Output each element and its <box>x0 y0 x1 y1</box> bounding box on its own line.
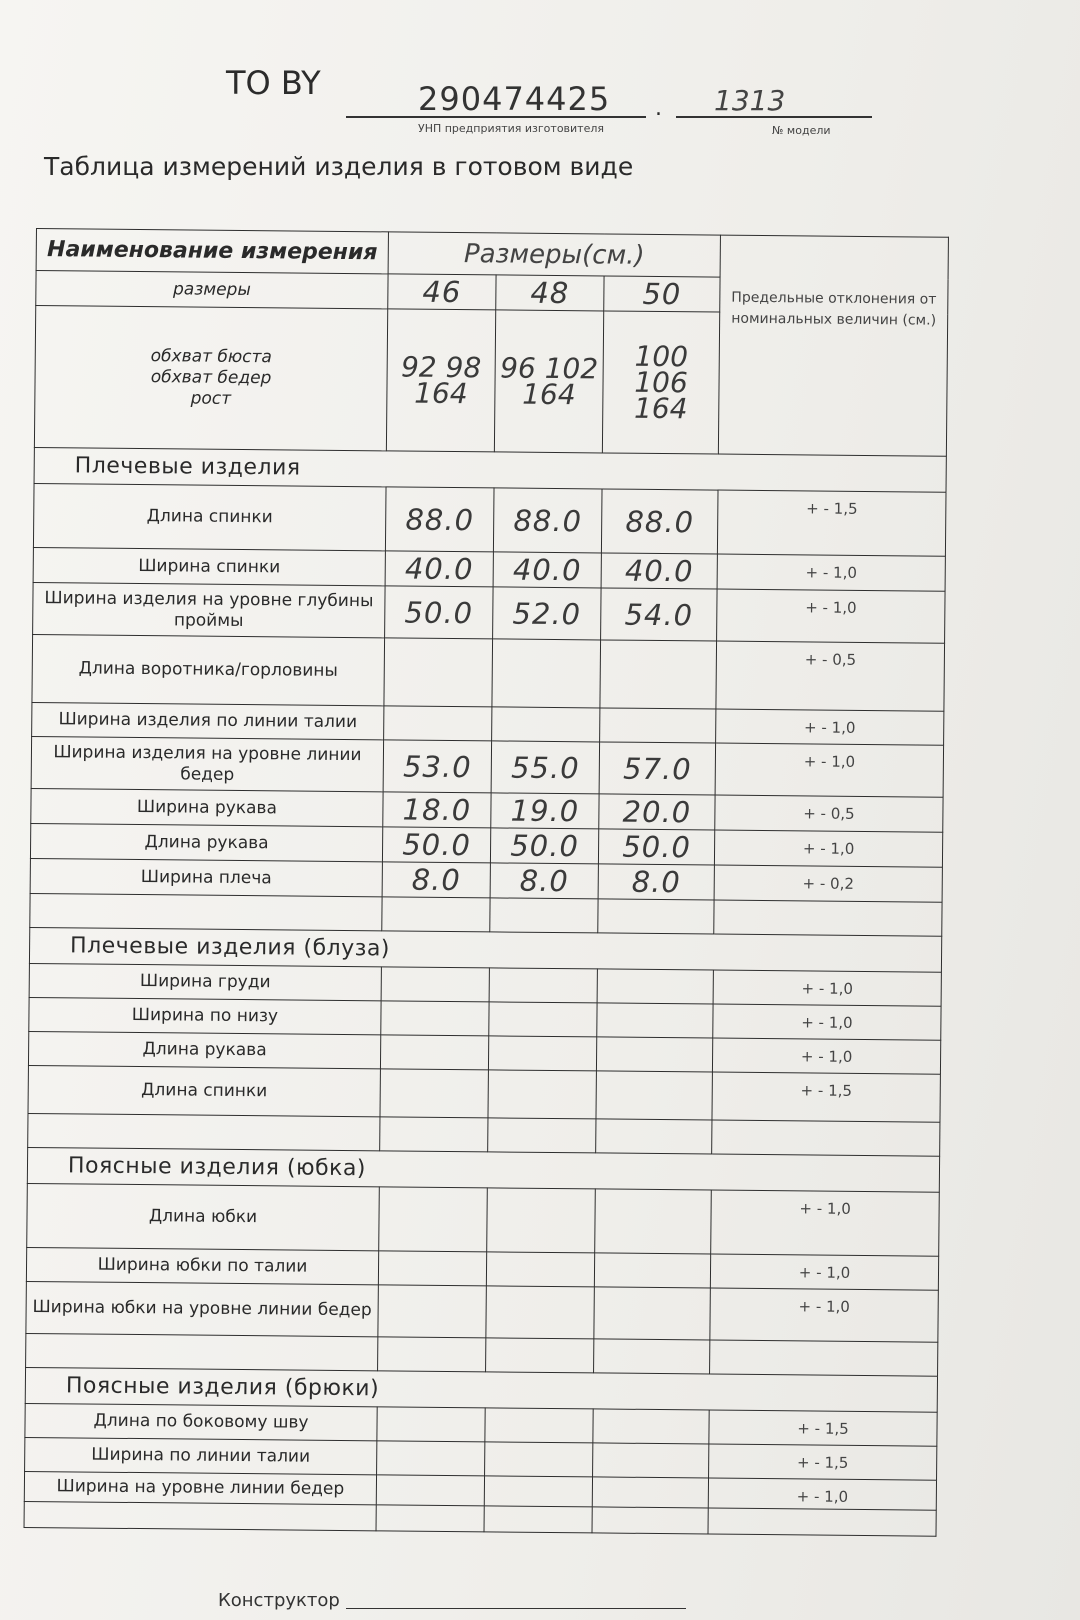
row-label: Ширина юбки на уровне линии бедер <box>26 1281 378 1336</box>
empty-cell <box>24 1501 376 1530</box>
tolerance-cell: + - 1,5 <box>717 490 946 556</box>
value-cell: 40.0 <box>601 553 717 589</box>
empty-cell <box>380 1117 488 1152</box>
row-label: Длина рукава <box>28 1031 380 1068</box>
value-cell <box>381 967 489 1002</box>
value-cell <box>485 1408 593 1443</box>
value-cell: 50.0 <box>382 827 490 863</box>
value-cell <box>488 1070 596 1119</box>
row-label: Ширина изделия на уровне глубины проймы <box>33 582 385 637</box>
row-label: Длина спинки <box>33 483 386 550</box>
tolerance-cell: + - 1,0 <box>713 970 941 1006</box>
value-cell <box>597 969 713 1004</box>
empty-cell <box>376 1505 484 1532</box>
separator-dot: . <box>655 96 662 121</box>
row-label: Ширина по низу <box>29 997 381 1034</box>
value-cell <box>600 708 716 743</box>
value-cell <box>485 1442 593 1477</box>
empty-cell <box>708 1508 936 1536</box>
value-cell <box>600 640 717 709</box>
params-values-48: 96 102 164 <box>494 310 603 453</box>
tolerance-cell: + - 1,5 <box>709 1444 937 1480</box>
size-50: 50 <box>604 276 720 312</box>
row-label: Длина воротника/горловины <box>32 634 385 705</box>
value-cell: 40.0 <box>493 552 601 588</box>
model-underline <box>676 116 872 118</box>
empty-cell <box>592 1507 708 1534</box>
to-by-label: ТО BY <box>226 64 321 102</box>
value-cell <box>384 638 493 707</box>
value-cell: 88.0 <box>385 487 494 552</box>
value-cell: 50.0 <box>385 586 493 639</box>
params-label <box>34 306 387 451</box>
empty-cell <box>28 1113 380 1150</box>
value-cell: 88.0 <box>601 489 718 554</box>
value-cell: 52.0 <box>493 587 601 640</box>
value-cell <box>380 1035 488 1070</box>
tolerance-cell: + - 1,0 <box>710 1288 938 1342</box>
value-cell <box>593 1443 709 1478</box>
document-title: Таблица измерений изделия в готовом виде <box>44 152 634 181</box>
tolerance-cell: + - 1,0 <box>716 709 944 745</box>
value-cell: 55.0 <box>491 741 599 794</box>
value-cell <box>486 1286 594 1339</box>
value-cell: 8.0 <box>490 863 598 899</box>
tolerance-cell: + - 1,0 <box>715 743 943 797</box>
empty-cell <box>484 1506 592 1533</box>
value-cell: 40.0 <box>385 551 493 587</box>
tolerance-cell: + - 1,0 <box>708 1478 936 1510</box>
empty-cell <box>712 1120 940 1156</box>
document-header <box>0 0 1080 200</box>
row-label: Длина по боковому шву <box>25 1403 377 1440</box>
value-cell <box>596 1071 712 1120</box>
row-label: Ширина изделия на уровне линии бедер <box>31 736 383 791</box>
measurement-table <box>24 228 949 1537</box>
value-cell <box>376 1475 484 1506</box>
empty-cell <box>596 1119 712 1154</box>
value-cell <box>380 1069 488 1118</box>
value-cell <box>597 1003 713 1038</box>
value-cell <box>379 1187 488 1252</box>
row-label: Ширина рукава <box>31 788 383 826</box>
empty-cell <box>488 1118 596 1153</box>
value-cell <box>378 1285 486 1338</box>
value-cell: 8.0 <box>382 862 490 898</box>
bust-girth-label: обхват бюста <box>150 346 272 368</box>
row-label: Длина рукава <box>30 823 382 861</box>
row-label: Ширина плеча <box>30 858 382 896</box>
empty-cell <box>486 1338 594 1373</box>
section-skirt: Поясные изделия (юбка) <box>27 1147 939 1192</box>
section-trousers: Поясные изделия (брюки) <box>25 1367 937 1412</box>
value-cell: 18.0 <box>383 792 491 828</box>
empty-cell <box>490 898 598 933</box>
value-cell <box>492 707 600 742</box>
value-cell <box>381 1001 489 1036</box>
empty-cell <box>598 899 714 934</box>
value-cell <box>377 1407 485 1442</box>
tolerance-cell: + - 1,0 <box>713 1004 941 1040</box>
unp-caption: УНП предприятия изготовителя <box>418 122 605 135</box>
value-cell: 50.0 <box>490 828 598 864</box>
tolerance-cell: + - 1,0 <box>714 830 942 867</box>
size-48: 48 <box>496 275 604 311</box>
constructor-label: Конструктор <box>218 1590 340 1611</box>
sizes-label: размеры <box>36 271 388 309</box>
row-label: Ширина изделия по линии талии <box>32 702 384 739</box>
value-cell: 19.0 <box>491 793 599 829</box>
tolerance-cell: + - 1,5 <box>709 1410 937 1446</box>
value-cell <box>594 1253 710 1288</box>
row-label: Ширина по линии талии <box>25 1437 377 1474</box>
row-label: Длина юбки <box>27 1183 380 1250</box>
value-cell <box>488 1036 596 1071</box>
value-cell <box>594 1287 711 1340</box>
value-cell <box>492 639 601 708</box>
row-label: Ширина спинки <box>33 547 385 585</box>
value-cell <box>484 1476 592 1507</box>
value-cell <box>487 1188 596 1253</box>
tolerance-cell: + - 0,5 <box>716 641 945 711</box>
row-label: Ширина на уровне линии бедер <box>24 1471 376 1504</box>
empty-cell <box>26 1333 378 1370</box>
signature-line <box>346 1608 686 1609</box>
header-measurement-name: Наименование измерения <box>36 229 388 274</box>
params-values-46: 92 98 164 <box>386 309 495 452</box>
value-cell: 54.0 <box>601 588 718 641</box>
tolerance-cell: + - 1,0 <box>711 1190 940 1256</box>
tolerance-cell: + - 1,5 <box>712 1072 940 1122</box>
model-caption: № модели <box>772 124 831 137</box>
size-46: 46 <box>388 274 496 310</box>
unp-underline <box>346 116 646 118</box>
value-cell <box>486 1252 594 1287</box>
value-cell <box>384 706 492 741</box>
value-cell <box>489 968 597 1003</box>
hip-girth-label: обхват бедер <box>150 367 272 389</box>
empty-cell <box>710 1340 938 1376</box>
row-label: Ширина юбки по талии <box>26 1247 378 1284</box>
tolerance-cell: + - 1,0 <box>710 1254 938 1290</box>
value-cell: 53.0 <box>383 740 491 793</box>
value-cell <box>378 1251 486 1286</box>
value-cell: 20.0 <box>599 794 715 830</box>
empty-cell <box>378 1337 486 1372</box>
section-shoulder-items: Плечевые изделия <box>34 447 946 492</box>
height-label: рост <box>190 388 232 409</box>
tolerance-cell: + - 0,5 <box>715 795 943 832</box>
value-cell <box>489 1002 597 1037</box>
value-cell <box>593 1409 709 1444</box>
empty-cell <box>30 893 382 930</box>
row-label: Длина спинки <box>28 1065 380 1116</box>
unp-value: 290474425 <box>418 80 611 118</box>
section-blouse: Плечевые изделия (блуза) <box>29 927 941 972</box>
empty-cell <box>382 897 490 932</box>
model-number: 1313 <box>714 84 786 117</box>
value-cell: 57.0 <box>599 742 716 795</box>
tolerance-cell: + - 1,0 <box>717 589 945 643</box>
header-sizes: Размеры(см.) <box>388 232 720 277</box>
params-values-50: 100 106 164 <box>602 311 719 454</box>
value-cell: 50.0 <box>598 829 714 865</box>
value-cell: 88.0 <box>493 488 602 553</box>
value-cell <box>595 1189 712 1254</box>
empty-cell <box>714 900 942 936</box>
value-cell <box>592 1477 708 1508</box>
value-cell <box>596 1037 712 1072</box>
tolerance-cell: + - 0,2 <box>714 865 942 902</box>
row-label: Ширина груди <box>29 963 381 1000</box>
header-tolerance: Предельные отклонения от номинальных величин (см.) <box>718 235 948 456</box>
tolerance-cell: + - 1,0 <box>712 1038 940 1074</box>
tolerance-cell: + - 1,0 <box>717 554 945 591</box>
empty-cell <box>594 1339 710 1374</box>
value-cell <box>377 1441 485 1476</box>
value-cell: 8.0 <box>598 864 714 900</box>
